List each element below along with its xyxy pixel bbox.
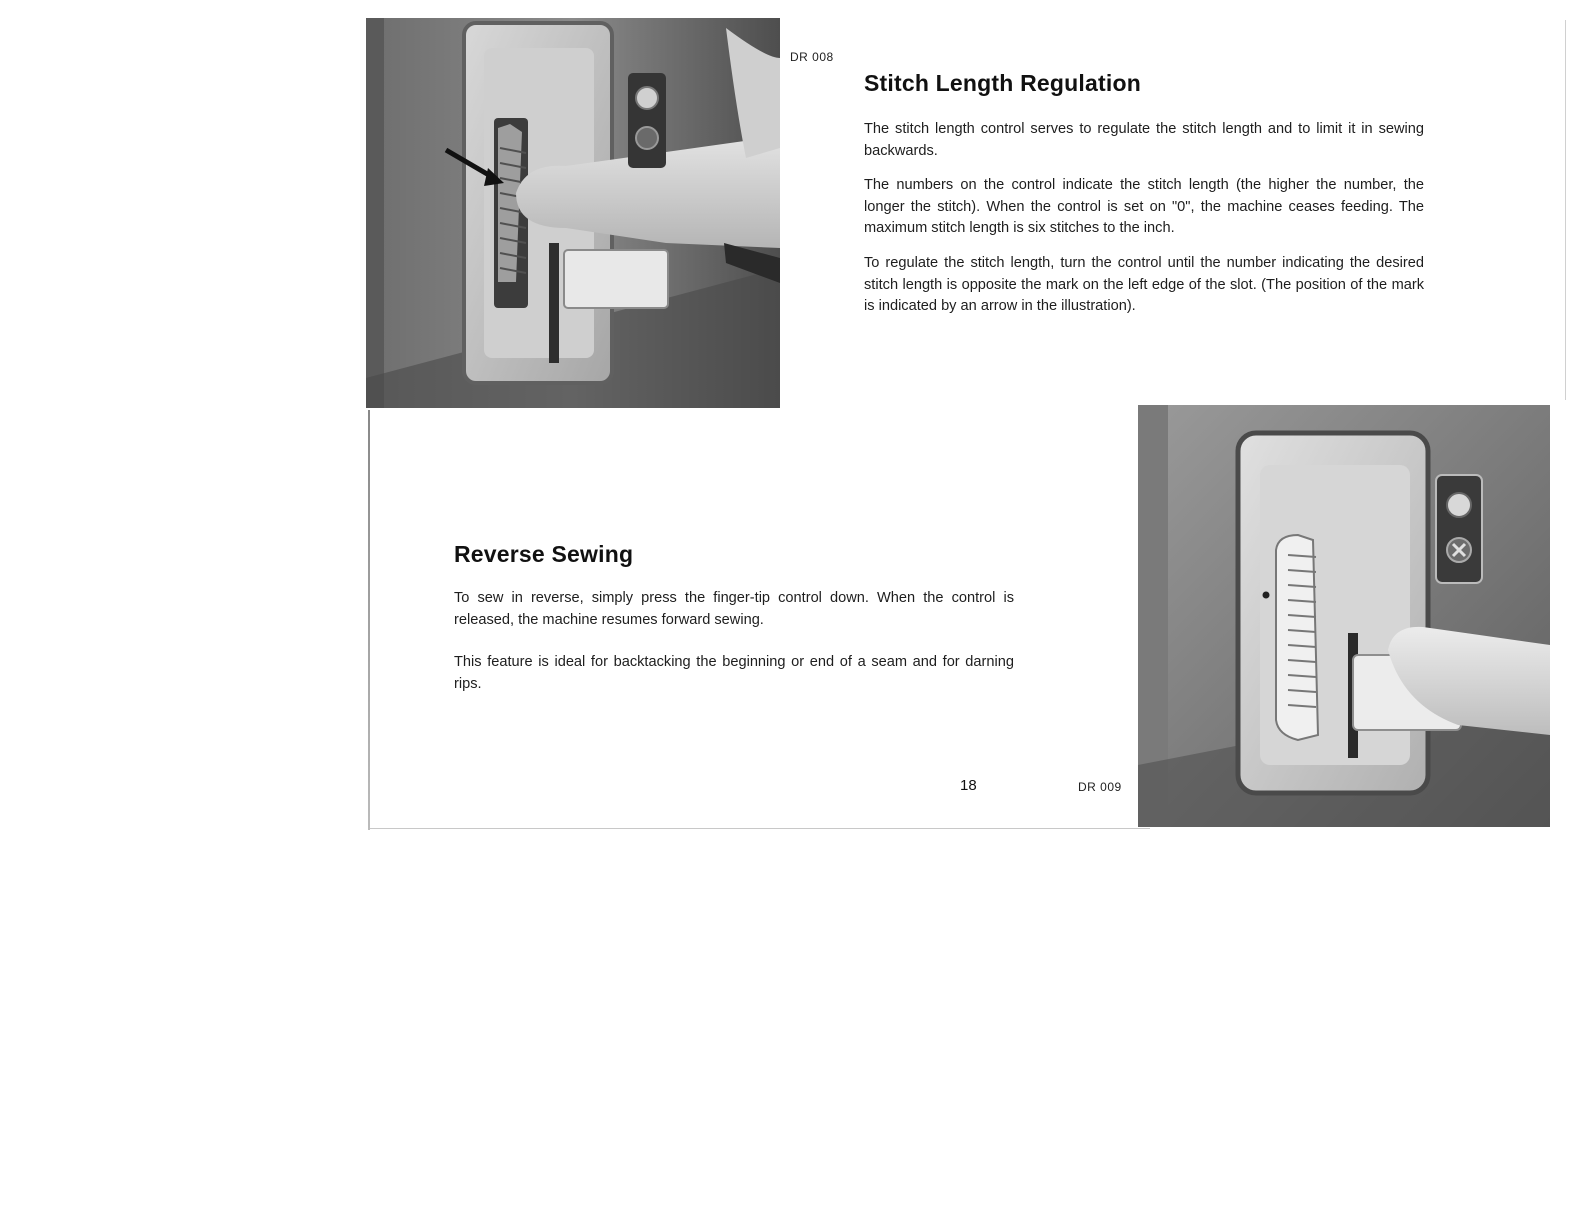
reverse-sewing-paragraph: This feature is ideal for backtacking the beginning or end of a seam and for darning rips. xyxy=(454,654,1014,692)
reverse-sewing-paragraph: To sew in reverse, simply press the finger-tip control down. When the control is released, the machine resumes forward sewing. xyxy=(454,590,1014,628)
page-number: 18 xyxy=(960,777,977,794)
figure-code-dr-009: DR 009 xyxy=(1078,780,1122,794)
section-heading-stitch-length: Stitch Length Regulation xyxy=(864,70,1141,96)
page-edge-right xyxy=(1565,20,1566,400)
page-edge-bottom xyxy=(370,828,1150,829)
section-heading-reverse-sewing: Reverse Sewing xyxy=(454,541,634,567)
stitch-length-paragraph: The stitch length control serves to regulate the stitch length and to limit it in sewing backwards. xyxy=(864,121,1424,159)
stitch-length-paragraph: The numbers on the control indicate the stitch length (the higher the number, the longer the stitch). When the control is set on "0", the machine ceases feeding. The maximum stitch length is six stitches to the inch. xyxy=(864,177,1424,236)
figure-code-dr-008: DR 008 xyxy=(790,50,834,64)
stitch-length-paragraph: To regulate the stitch length, turn the control until the number indicating the desired stitch length is opposite the mark on the left edge of the slot. (The position of the mark is indicated by an arrow in the illustration). xyxy=(864,255,1424,314)
stitch-length-control-photo xyxy=(366,18,780,408)
reverse-control-photo xyxy=(1138,405,1550,827)
page-edge-left xyxy=(368,410,370,830)
